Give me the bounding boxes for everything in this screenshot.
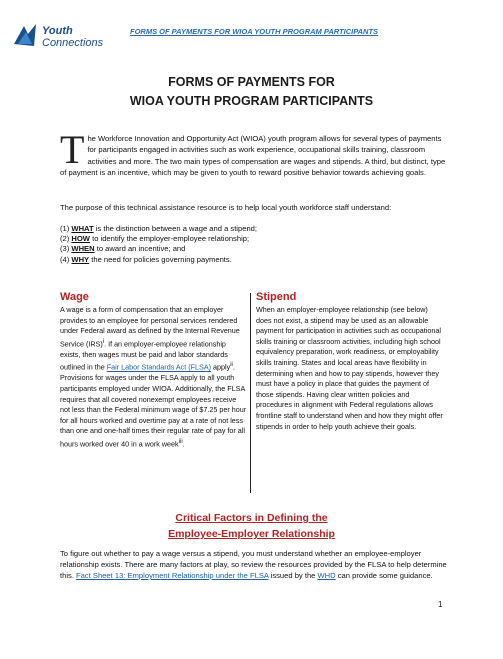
header-title: FORMS OF PAYMENTS FOR WIOA YOUTH PROGRAM PARTICIPANTS [130,27,379,36]
flsa-link[interactable]: Fair Labor Standards Act (FLSA) [106,362,212,372]
stipend-text: When an employer-employee relationship (see below) does not exist, a stipend may be used as an allowable payment for participation in activities such as occupational skills training or classroom activities, including high school equivalency preparation, work readiness, or employability skills training. States and local areas have flexibility in determining when and how to pay stipends, however they must have a policy in place that guides the payment of those stipends. Having clear written policies and procedures in alignment with Federal regulations allows frontline staff to understand when and how they might offer stipends in order to help youth achieve their goals. [256,305,443,431]
logo-mark-icon [12,22,42,50]
whd-link[interactable]: WHD [317,571,336,580]
intro-paragraph [60,127,450,179]
relationship-paragraph: To figure out whether to pay a wage versus a stipend, you must understand whether an employee-employer relationship exists. There are many factors at play, so review the resources provided by the FLSA to help determine this. Fact Sheet 13: Employment Relationship under the FLSA issued by the WHD can provide some guidance. [60,549,447,580]
drop-cap: T [60,127,85,172]
critical-factors-heading-line1: Critical Factors in Defining the [175,512,328,524]
wage-text: A wage is a form of compensation that an employer provides to an employee for personal services rendered under Federal award as defined by the Internal Revenue Service (IRS)$^i$. If an employer-employee relationship exists, then wages must be paid and labor standards outlined in the Fair Labor Standards Act (FLSA) apply$^{ii}$. Provisions for wages under the FLSA apply to all youth participants employed under WIOA. Additionally, the FLSA requires that all covered nonexempt employees receive not less than the Federal minimum wage of $7.25 per hour for all hours worked and overtime pay at a rate of not less than one and one-half times their regular rate of pay for all hours worked over 40 in a work week$^{iii}$. [60,305,247,449]
stipend-heading: Stipend [256,291,297,303]
youth-connections-logo [12,22,112,52]
wage-heading: Wage [60,291,89,303]
purpose-statement: The purpose of this technical assistance resource is to help local youth workforce staff understand: [60,203,392,212]
critical-factors-heading-line2: Employee-Employer Relationship [168,528,335,540]
intro-text: he Workforce Innovation and Opportunity Act (WIOA) youth program allows for several types of payments for participants engaged in activities such as work experience, occupational skills training, classroom activities and more. The two main types of compensation are wages and stipends. A third, but distinct, type of payment is an incentive, which may be given to youth to reward positive behavior towards achieving goals. [60,134,446,178]
question-list [60,224,450,265]
list-item: (4) WHY the need for policies governing payments. [60,254,232,264]
page-title-line1: FORMS OF PAYMENTS FOR [168,75,335,89]
list-item: (1) WHAT is the distinction between a wage and a stipend; [60,224,257,233]
logo-line1: Youth [42,25,73,37]
stipend-section [256,291,444,432]
logo-line2: Connections [42,37,104,49]
column-divider [250,293,251,493]
fact-sheet-13-link[interactable]: Fact Sheet 13: Employment Relationship under the FLSA [76,571,269,580]
list-item: (3) WHEN to award an incentive; and [60,244,186,254]
page-number: 1 [438,600,443,609]
page-title-line2: WIOA YOUTH PROGRAM PARTICIPANTS [129,94,374,108]
list-item: (2) HOW to identify the employer-employee relationship; [60,234,250,244]
wage-section [60,291,248,450]
